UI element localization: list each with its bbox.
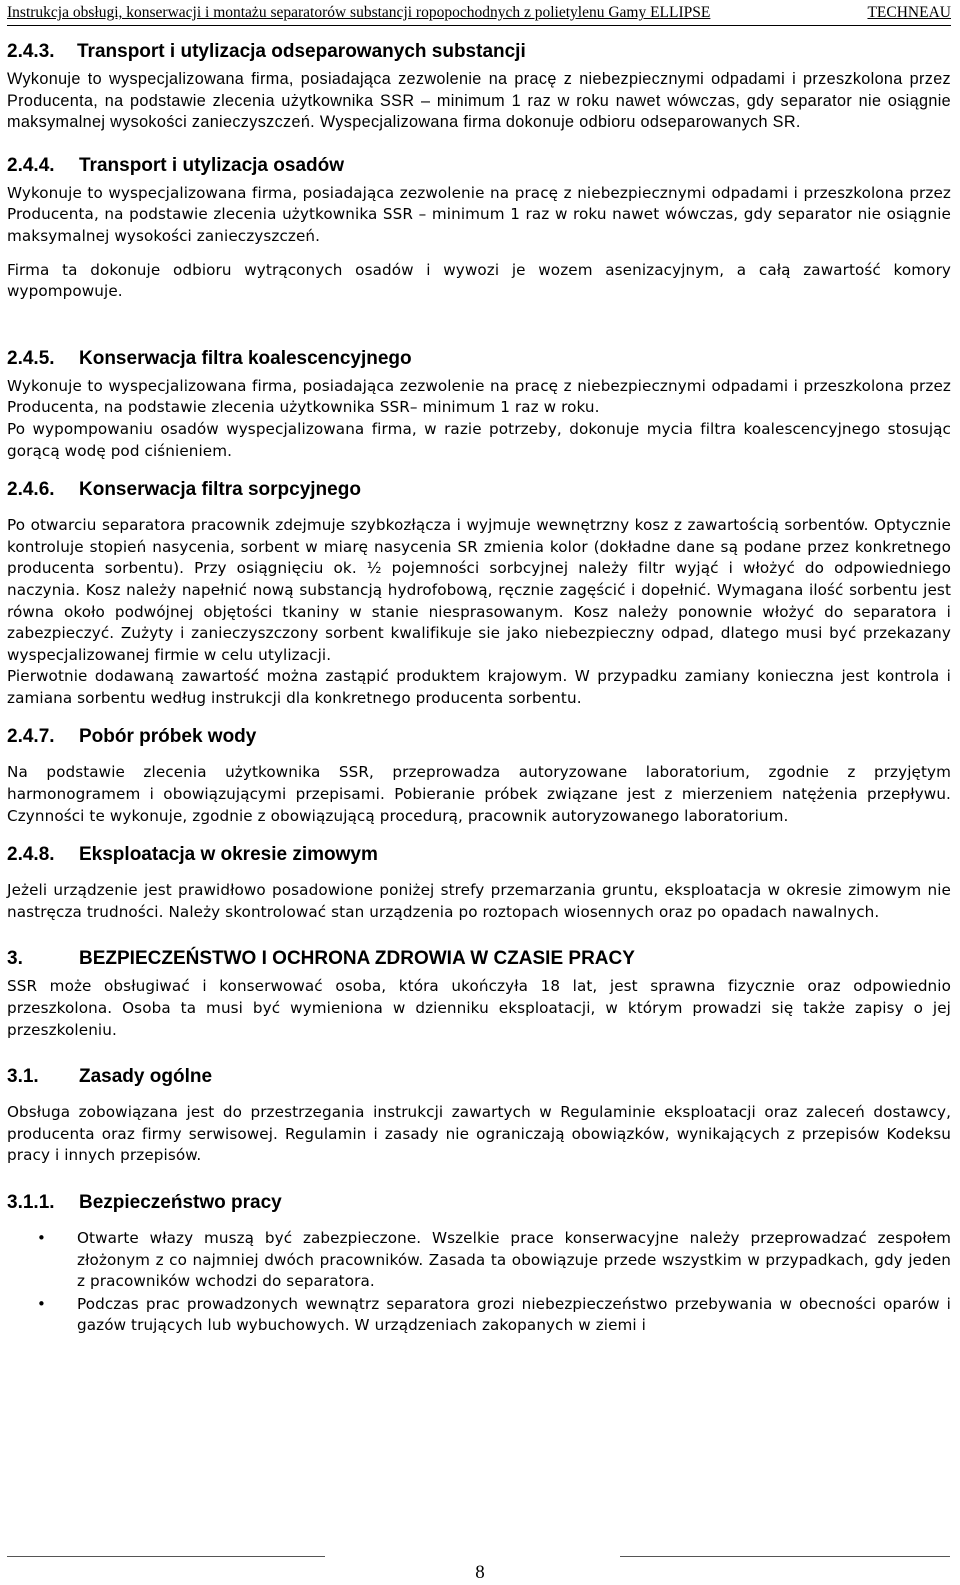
bullet-icon: • <box>37 1229 46 1247</box>
section-heading-3-1 <box>7 1065 951 1089</box>
paragraph: Wykonuje to wyspecjalizowana firma, posiadająca zezwolenie na pracę z niebezpiecznymi odpadami i przeszkolona przez Producenta, na podstawie zlecenia użytkownika SSR – minimum 1 raz w roku nawet wówczas, gdy separator nie osiągnie maksymalnej wysokości zanieczyszczeń. Wyspecjalizowana firma dokonuje odbioru odseparowanych SR. <box>7 70 951 132</box>
section-title: BEZPIECZEŃSTWO I OCHRONA ZDROWIA W CZASIE PRACY <box>79 948 635 970</box>
section-title: Pobór próbek wody <box>79 726 257 748</box>
safety-bullet-list <box>7 1228 951 1337</box>
section-number: 2.4.6. <box>7 479 55 501</box>
header-title: Instrukcja obsługi, konserwacji i montażu separatorów substancji ropopochodnych z polietylenu Gamy ELLIPSE <box>7 4 711 21</box>
bullet-icon: • <box>37 1294 46 1313</box>
section-number: 3.1. <box>7 1066 39 1088</box>
footer-rule-right <box>620 1556 950 1557</box>
paragraph: Na podstawie zlecenia użytkownika SSR, przeprowadza autoryzowane laboratorium, zgodnie z przyjętym harmonogramem i obowiązującymi przepisami. Pobieranie próbek związane jest z mierzeniem natężenia przepływu. Czynności te wykonuje, zgodnie z obowiązującą procedurą, pracownik autoryzowanego laboratorium. <box>7 763 951 825</box>
paragraph: Wykonuje to wyspecjalizowana firma, posiadająca zezwolenie na pracę z niebezpiecznymi odpadami i przeszkolona przez Producenta, na podstawie zlecenia użytkownika SSR– minimum 1 raz w roku. <box>7 376 951 417</box>
paragraph: SSR może obsługiwać i konserwować osoba, która ukończyła 18 lat, jest sprawna fizycznie oraz odpowiednio przeszkolona. Osoba ta musi być wymieniona w dzienniku eksploatacji, w którym prowadzi się także zapisy o jej przeszkoleniu. <box>7 977 951 1039</box>
paragraph: Firma ta dokonuje odbioru wytrąconych osadów i wywozi je wozem asenizacyjnym, a całą zawartość komory wypompowuje. <box>7 260 951 301</box>
section-title: Eksploatacja w okresie zimowym <box>79 844 378 866</box>
section-number: 2.4.4. <box>7 154 55 176</box>
section-heading-2-4-7 <box>7 725 951 749</box>
list-item <box>7 1294 951 1337</box>
paragraph: Jeżeli urządzenie jest prawidłowo posadowione poniżej strefy przemarzania gruntu, eksploatacja w okresie zimowym nie nastręcza trudności. Należy skontrolować stan urządzenia po roztopach wiosennych oraz po opadach nawalnych. <box>7 881 951 921</box>
section-title: Konserwacja filtra koalescencyjnego <box>79 347 412 369</box>
footer-rule-left <box>7 1556 325 1557</box>
list-item-text: Podczas prac prowadzonych wewnątrz separatora grozi niebezpieczeństwo przebywania w obecności oparów i gazów trujących lub wybuchowych. W urządzeniach zakopanych w ziemi i <box>77 1294 951 1335</box>
chapter-heading-3 <box>7 947 951 971</box>
section-title: Transport i utylizacja odseparowanych substancji <box>77 41 526 62</box>
section-number: 2.4.8. <box>7 844 55 866</box>
section-heading-2-4-8 <box>7 843 951 867</box>
section-number: 2.4.7. <box>7 726 55 748</box>
paragraph: Po wypompowaniu osadów wyspecjalizowana firma, w razie potrzeby, dokonuje mycia filtra koalescencyjnego stosując gorącą wodę pod ciśnieniem. <box>7 419 951 460</box>
running-header <box>7 3 951 26</box>
paragraph: Wykonuje to wyspecjalizowana firma, posiadająca zezwolenie na pracę z niebezpiecznymi odpadami i przeszkolona przez Producenta, na podstawie zlecenia użytkownika SSR – minimum 1 raz w roku nawet wówczas, gdy separator nie osiągnie maksymalnej wysokości zanieczyszczeń. <box>7 183 951 245</box>
document-body <box>7 40 951 1338</box>
section-heading-2-4-4 <box>7 154 951 178</box>
section-title: Zasady ogólne <box>79 1066 213 1088</box>
section-number: 3. <box>7 948 23 970</box>
section-title: Bezpieczeństwo pracy <box>79 1192 282 1213</box>
section-heading-2-4-6 <box>7 478 951 502</box>
list-item <box>7 1228 951 1293</box>
section-number: 2.4.3. <box>7 41 55 62</box>
page-number: 8 <box>475 1562 485 1583</box>
section-title: Transport i utylizacja osadów <box>79 154 345 176</box>
section-number: 2.4.5. <box>7 347 55 369</box>
section-number: 3.1.1. <box>7 1192 55 1213</box>
list-item-text: Otwarte włazy muszą być zabezpieczone. Wszelkie prace konserwacyjne należy przeprowadzać zespołem złożonym z co najmniej dwóch pracowników. Zasada ta obowiązuje przede wszystkim w przypadkach, gdy jeden z pracowników wchodzi do separatora. <box>77 1229 951 1291</box>
section-title: Konserwacja filtra sorpcyjnego <box>79 479 361 501</box>
paragraph: Obsługa zobowiązana jest do przestrzegania instrukcji zawartych w Regulaminie eksploatacji oraz zaleceń dostawcy, producenta oraz firmy serwisowej. Regulamin i zasady nie ograniczają obowiązków, wynikających z przepisów Kodeksu pracy i innych przepisów. <box>7 1103 951 1165</box>
paragraph: Pierwotnie dodawaną zawartość można zastąpić produktem krajowym. W przypadku zamiany konieczna jest kontrola i zamiana sorbentu według instrukcji dla konkretnego producenta sorbentu. <box>7 667 951 707</box>
section-heading-2-4-5 <box>7 347 951 371</box>
paragraph: Po otwarciu separatora pracownik zdejmuje szybkozłącza i wyjmuje wewnętrzny kosz z zawartością sorbentów. Optycznie kontroluje stopień nasycenia, sorbent w miarę nasycenia SR zmienia kolor (dokładne dane są podane przez konkretnego producenta sorbentu). Przy osiągnięciu ok. ½ pojemności sorbcyjnej należy filtr wyjąć i włożyć do odpowiedniego naczynia. Kosz należy napełnić nową substancją hydrofobową, ręcznie zagęścić i dopełnić. Wymagana ilość sorbentu jest równa około podwójnej objętości tkaniny w stanie niesprasowanym. Kosz należy ponownie włożyć do separatora i zabezpieczyć. Zużyty i zanieczyszczony sorbent kwalifikuje sie jako niebezpieczny odpad, dlatego musi być przekazany wyspecjalizowanej firmie w celu utylizacji. <box>7 516 951 664</box>
header-company: TECHNEAU <box>867 4 951 21</box>
section-heading-3-1-1 <box>7 1191 951 1215</box>
section-heading-2-4-3 <box>7 40 951 64</box>
